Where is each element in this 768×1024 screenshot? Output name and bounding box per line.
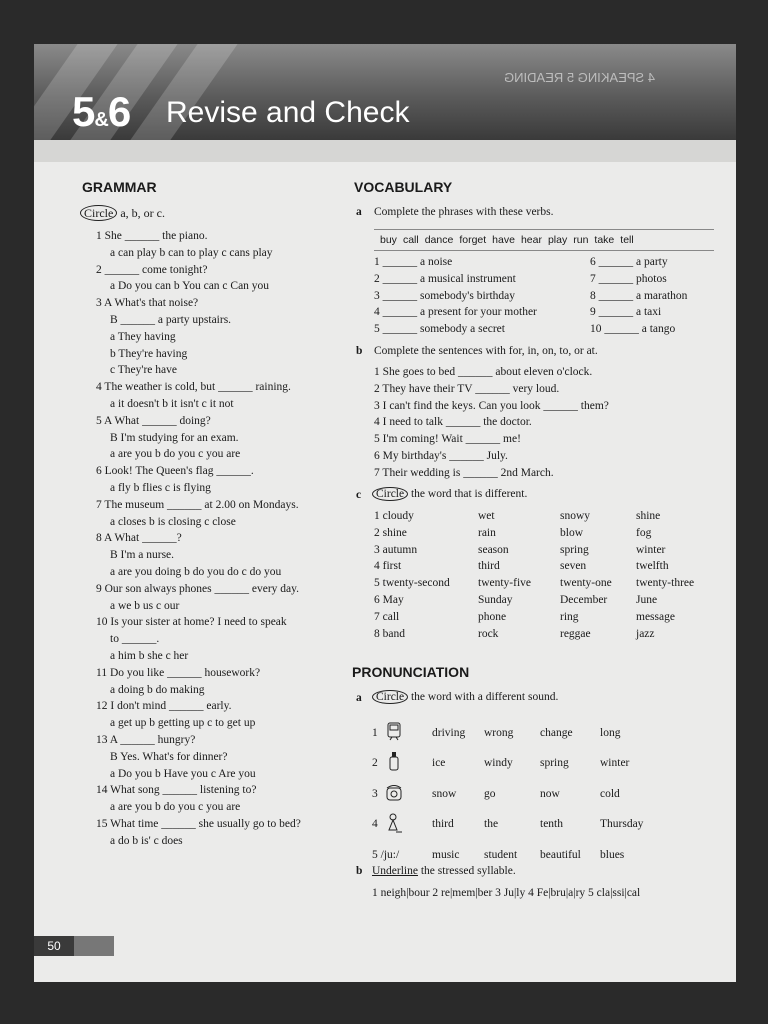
pron-word: wrong bbox=[484, 727, 514, 739]
vocab-b-item: 3 I can't find the keys. Can you look ______ them? bbox=[374, 399, 609, 412]
grammar-line: 12 I don't mind ______ early. bbox=[96, 700, 232, 713]
vocab-c-word: rain bbox=[478, 526, 496, 539]
vocab-c-word: 3 autumn bbox=[374, 543, 418, 556]
vocab-c-word: twenty-five bbox=[478, 577, 532, 590]
pron-word: winter bbox=[600, 757, 630, 770]
vocab-a-item: 7 ______ photos bbox=[590, 272, 667, 285]
worksheet-page: 4 SPEAKING 5 READING 5&6 Revise and Check GRAMMAR Circle a, b, or c. VOCABULARY a Complete the phrases with these verbs. buy call dance forget have hear play run take tell b Complete the sentences with for, in, on, to, or at. c Circle the word that is different. PRONUNCIATION a Circle the word with a different sound. b Underline the stressed syllable. 1 neigh|bour 2 re|mem|ber 3 Ju|ly 4 Fe|bru|a|ry 5 cla|ssi|cal 50 1 She ______ the piano. a can play b can to play c cans play 2 ______ come tonight? a Do you can b You can c Can you 3 A What's that noise? B ______ a party upstairs. a They having b They're having c They're have 4 The weather is cold, but ______ raining. a it doesn't b it isn't c it not 5 A What ______ doing? B I'm studying for an exam. a are you b do you c you are 6 Look! The Queen's flag ______. a fly b flies c is flying 7 The museum ______ at 2.00 on Mondays. a closes b is closing c close 8 A What ______? B I'm a nurse. a are you doing b do you do c do you 9 Our son always phones ______ every day. a we b us c our 10 Is your sister at home? I need to speak to ______. a him b she c her 11 Do you like ______ housework? a doing b do making 12 I don't mind ______ early. a get up b getting up c to get up 13 A ______ hungry? B Yes. What's for dinner? a Do you b Have you c Are you 14 What song ______ listening to? a are you b do you c you are 15 What time ______ she usually go to bed? a do b is' c does 1 ______ a noise 2 ______ a musical instrument 3 ______ somebody's birthday 4 ______ a present for your mother 5 ______ somebody a secret 6 ______ a party 7 ______ photos 8 ______ a marathon 9 ______ a taxi 10 ______ a tango 1 She goes to bed ______ about eleven o'clock. 2 They have their TV ______ very loud. 3 I can't find the keys. Can you look ______ them? 4 I need to talk ______ the doctor. 5 I'm coming! Wait ______ me! 6 My birthday's ______ July. 7 Their wedding is ______ 2nd March. 1 cloudy wet snowy shine 2 shine rain blow fog 3 autumn season spring winter 4 first third seven twelfth 5 twenty-second twenty-five twenty-one twenty-three 6 May Sunday December June 7 call phone ring message 8 band rock reggae jazz 1 driving wrong change long 2 ice windy spring winter 3 snow go now cold 4 third the tenth Thursday 5 /ju:/ music student beautiful blues bbox=[34, 44, 736, 982]
grammar-line: a fly b flies c is flying bbox=[110, 482, 211, 494]
vocab-b-item: 2 They have their TV ______ very loud. bbox=[374, 382, 560, 395]
vocab-c-word: 8 band bbox=[374, 627, 405, 640]
grammar-line: 1 She ______ the piano. bbox=[96, 230, 208, 242]
vocab-c-word: 4 first bbox=[374, 560, 402, 573]
vocab-a-item: 8 ______ a marathon bbox=[590, 289, 688, 302]
pron-word: spring bbox=[540, 757, 569, 770]
pron-word: cold bbox=[600, 787, 620, 800]
vocab-c-word: 5 twenty-second bbox=[374, 577, 450, 590]
grammar-line: to ______. bbox=[110, 633, 160, 646]
unit-number: 5&6 bbox=[72, 88, 131, 135]
vocab-b-instruction: Complete the sentences with for, in, on, to, or at. bbox=[374, 345, 598, 357]
vocab-a-item: 3 ______ somebody's birthday bbox=[374, 289, 516, 302]
verb-buy: buy bbox=[380, 234, 397, 246]
grammar-line: 2 ______ come tonight? bbox=[96, 263, 208, 276]
vocab-c-word: wet bbox=[478, 510, 495, 522]
vocab-a-item: 5 ______ somebody a secret bbox=[374, 323, 505, 336]
pron-word: ice bbox=[432, 757, 446, 770]
grammar-line: a can play b can to play c cans play bbox=[110, 246, 273, 259]
pron-row-number: 3 bbox=[372, 787, 378, 800]
grammar-line: a doing b do making bbox=[110, 683, 205, 696]
grammar-line: B ______ a party upstairs. bbox=[110, 314, 232, 326]
vocab-a-instruction: Complete the phrases with these verbs. bbox=[374, 206, 554, 218]
verb-dance: dance bbox=[424, 234, 454, 246]
pron-word: tenth bbox=[540, 818, 563, 831]
train-icon bbox=[384, 720, 404, 742]
grammar-line: a are you b do you c you are bbox=[110, 448, 241, 461]
pron-word: windy bbox=[484, 757, 513, 770]
grammar-line: B I'm studying for an exam. bbox=[110, 431, 239, 444]
grammar-instruction: Circle a, b, or c. bbox=[80, 206, 165, 221]
vocab-a-item: 1 ______ a noise bbox=[374, 256, 453, 268]
vocab-b-item: 1 She goes to bed ______ about eleven o'clock. bbox=[374, 366, 593, 378]
grammar-line: B I'm a nurse. bbox=[110, 549, 175, 562]
vocab-c-word: spring bbox=[560, 543, 589, 556]
vocab-a-item: 10 ______ a tango bbox=[590, 323, 676, 336]
vocab-a-item: 4 ______ a present for your mother bbox=[374, 306, 537, 319]
vocab-c-word: shine bbox=[636, 510, 661, 522]
vocab-b-item: 4 I need to talk ______ the doctor. bbox=[374, 416, 532, 429]
verb-have: have bbox=[492, 234, 515, 246]
vocab-c-word: blow bbox=[560, 526, 583, 539]
grammar-line: a Do you b Have you c Are you bbox=[110, 767, 256, 780]
vocab-c-word: June bbox=[636, 594, 658, 606]
grammar-line: a it doesn't b it isn't c it not bbox=[110, 398, 234, 410]
grammar-line: 7 The museum ______ at 2.00 on Mondays. bbox=[96, 498, 299, 511]
verb-hear: hear bbox=[520, 234, 542, 246]
vocab-c-word: season bbox=[478, 543, 509, 556]
pron-row-number: 5 /ju:/ bbox=[372, 848, 400, 861]
grammar-line: 10 Is your sister at home? I need to speak bbox=[96, 616, 287, 629]
grammar-line: B Yes. What's for dinner? bbox=[110, 750, 228, 763]
vocab-a-item: 2 ______ a musical instrument bbox=[374, 272, 516, 285]
vocab-c-word: third bbox=[478, 560, 500, 573]
vocab-c-word: 1 cloudy bbox=[374, 510, 414, 522]
grammar-line: a closes b is closing c close bbox=[110, 515, 236, 528]
grammar-line: a They having bbox=[110, 330, 176, 343]
vocab-a-item: 9 ______ a taxi bbox=[590, 306, 662, 319]
grammar-line: 11 Do you like ______ housework? bbox=[96, 666, 261, 679]
vocab-c-word: 7 call bbox=[374, 610, 400, 623]
vocab-c-instruction: Circle the word that is different. bbox=[372, 488, 527, 500]
title-banner bbox=[34, 44, 736, 140]
mother-icon bbox=[384, 812, 404, 834]
vocab-c-word: rock bbox=[478, 627, 499, 640]
grammar-heading: GRAMMAR bbox=[82, 179, 157, 195]
grammar-line: 5 A What ______ doing? bbox=[96, 414, 211, 427]
pron-word: blues bbox=[600, 848, 625, 861]
verb-run: run bbox=[573, 234, 589, 246]
phone-icon bbox=[384, 782, 404, 804]
bottle-icon bbox=[384, 750, 404, 772]
mirrored-header-text: 4 SPEAKING 5 READING bbox=[504, 70, 655, 85]
pronunciation-heading: PRONUNCIATION bbox=[352, 664, 470, 680]
verb-play: play bbox=[547, 234, 568, 246]
vocabulary-heading: VOCABULARY bbox=[354, 179, 453, 195]
vocab-b-item: 7 Their wedding is ______ 2nd March. bbox=[374, 466, 554, 479]
vocab-c-word: snowy bbox=[560, 510, 591, 522]
vocab-c-word: reggae bbox=[560, 627, 591, 640]
pron-row-number: 1 bbox=[372, 727, 378, 739]
page-number: 50 bbox=[34, 936, 74, 956]
pron-word: third bbox=[432, 818, 454, 831]
grammar-line: 3 A What's that noise? bbox=[96, 297, 199, 310]
grammar-line: a Do you can b You can c Can you bbox=[110, 280, 270, 293]
vocab-c-word: twenty-three bbox=[636, 577, 695, 590]
vocab-c-word: 2 shine bbox=[374, 526, 407, 539]
pron-row-number: 2 bbox=[372, 757, 378, 770]
pron-word: beautiful bbox=[540, 848, 581, 861]
verb-call: call bbox=[402, 234, 419, 246]
vocab-c-word: winter bbox=[636, 543, 666, 556]
pron-word: music bbox=[432, 848, 460, 861]
pron-word: driving bbox=[432, 727, 466, 739]
verb-box bbox=[374, 229, 714, 251]
grammar-line: c They're have bbox=[110, 364, 177, 377]
pron-word: student bbox=[484, 848, 518, 861]
pron-word: long bbox=[600, 727, 621, 739]
pron-word: change bbox=[540, 727, 573, 739]
pron-row-number: 4 bbox=[372, 818, 378, 831]
vocab-b-item: 6 My birthday's ______ July. bbox=[374, 450, 508, 462]
vocab-c-word: fog bbox=[636, 526, 652, 539]
grammar-line: 13 A ______ hungry? bbox=[96, 734, 196, 746]
pron-word: the bbox=[484, 818, 499, 831]
vocab-b-item: 5 I'm coming! Wait ______ me! bbox=[374, 433, 521, 446]
vocab-c-word: message bbox=[636, 610, 675, 623]
grammar-line: a get up b getting up c to get up bbox=[110, 717, 256, 730]
pron-word: Thursday bbox=[600, 818, 644, 831]
pron-b-instruction: Underline the stressed syllable. bbox=[372, 865, 516, 877]
vocab-c-word: seven bbox=[560, 560, 587, 573]
vocab-c-word: Sunday bbox=[478, 594, 513, 606]
vocab-c-word: twelfth bbox=[636, 560, 669, 573]
vocab-c-word: 6 May bbox=[374, 594, 404, 606]
grammar-line: b They're having bbox=[110, 347, 188, 360]
vocab-c-word: jazz bbox=[636, 627, 655, 640]
grammar-line: a him b she c her bbox=[110, 650, 189, 662]
grammar-line: 15 What time ______ she usually go to bed? bbox=[96, 818, 301, 830]
grammar-line: 4 The weather is cold, but ______ raining. bbox=[96, 381, 291, 394]
grammar-line: a are you doing b do you do c do you bbox=[110, 566, 282, 578]
pron-word: now bbox=[540, 787, 560, 800]
pron-word: snow bbox=[432, 787, 457, 800]
grammar-line: a do b is' c does bbox=[110, 834, 183, 847]
vocab-c-word: December bbox=[560, 594, 608, 606]
grammar-line: a we b us c our bbox=[110, 599, 180, 612]
syllable-words: 1 neigh|bour 2 re|mem|ber 3 Ju|ly 4 Fe|bru|a|ry 5 cla|ssi|cal bbox=[372, 887, 641, 899]
verb-tell: tell bbox=[620, 234, 634, 246]
page-title: Revise and Check bbox=[166, 96, 410, 129]
pron-word: go bbox=[484, 787, 496, 800]
grammar-line: a are you b do you c you are bbox=[110, 801, 241, 814]
grammar-line: 6 Look! The Queen's flag ______. bbox=[96, 465, 254, 478]
pron-a-instruction: Circle the word with a different sound. bbox=[372, 691, 558, 703]
grammar-line: 9 Our son always phones ______ every day. bbox=[96, 582, 300, 595]
vocab-c-word: twenty-one bbox=[560, 577, 612, 590]
vocab-c-word: phone bbox=[478, 610, 507, 623]
vocab-a-item: 6 ______ a party bbox=[590, 256, 668, 268]
verb-take: take bbox=[594, 234, 615, 246]
grammar-line: 8 A What ______? bbox=[96, 532, 182, 545]
vocab-c-word: ring bbox=[560, 610, 579, 623]
verb-forget: forget bbox=[459, 234, 487, 246]
grammar-line: 14 What song ______ listening to? bbox=[96, 784, 257, 797]
